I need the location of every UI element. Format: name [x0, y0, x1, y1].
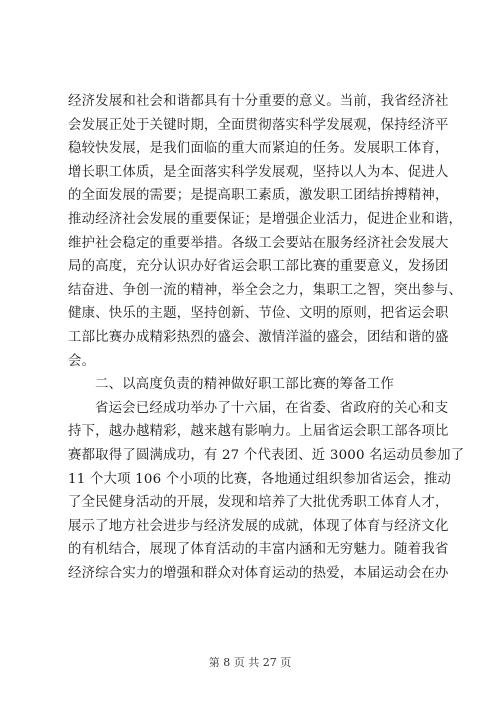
page-footer [0, 656, 500, 670]
body-line: 工部比赛办成精彩热烈的盛会、激情洋溢的盛会，团结和谐的盛 [68, 329, 449, 345]
body-line: 增长职工体质，是全面落实科学发展观，坚持以人为本、促进人 [68, 164, 449, 180]
body-line: 会发展正处于关键时期，全面贯彻落实科学发展观，保持经济平 [68, 117, 449, 133]
page-number-label: 第 8 页 共 27 页 [208, 656, 292, 669]
body-line: 局的高度，充分认识办好省运会职工部比赛的重要意义，发扬团 [68, 259, 449, 275]
body-line: 健康、快乐的主题，坚持创新、节俭、文明的原则，把省运会职 [68, 306, 449, 322]
body-line: 结奋进、争创一流的精神，举全会之力，集职工之智，突出参与、 [68, 282, 463, 298]
body-line: 的全面发展的需要；是提高职工素质，激发职工团结拚搏精神， [68, 188, 449, 204]
body-line: 赛都取得了圆满成功，有 27 个代表团、近 3000 名运动员参加了 [68, 447, 465, 463]
body-line: 省运会已经成功举办了十六届，在省委、省政府的关心和支 [95, 400, 449, 416]
body-line: 持下，越办越精彩，越来越有影响力。上届省运会职工部各项比 [68, 424, 449, 440]
body-line: 了全民健身活动的开展，发现和培养了大批优秀职工体育人才， [68, 495, 449, 511]
body-line: 推动经济社会发展的重要保证；是增强企业活力，促进企业和谐， [68, 211, 463, 227]
body-line: 维护社会稳定的重要举措。各级工会要站在服务经济社会发展大 [68, 235, 449, 251]
body-line: 经济综合实力的增强和群众对体育运动的热爱，本届运动会在办 [68, 565, 449, 581]
document-body [68, 90, 465, 585]
body-line: 的有机结合，展现了体育活动的丰富内涵和无穷魅力。随着我省 [68, 542, 449, 558]
body-line: 11 个大项 106 个小项的比赛，各地通过组织参加省运会，推动 [68, 471, 452, 487]
body-line: 会。 [68, 353, 96, 369]
body-line: 经济发展和社会和谐都具有十分重要的意义。当前，我省经济社 [68, 94, 449, 109]
body-line: 展示了地方社会进步与经济发展的成就，体现了体育与经济文化 [68, 518, 449, 534]
body-line: 稳较快发展，是我们面临的重大而紧迫的任务。发展职工体育， [68, 141, 449, 157]
section-heading: 二、以高度负责的精神做好职工部比赛的筹备工作 [95, 377, 394, 393]
